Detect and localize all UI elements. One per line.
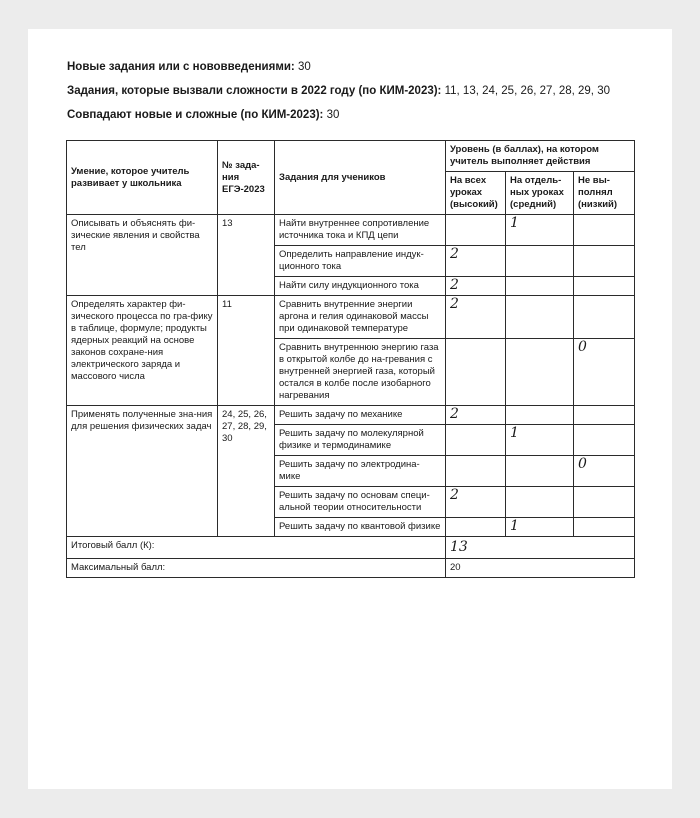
score-none-cell	[574, 296, 635, 339]
summary-match-line	[67, 108, 610, 122]
score-some-cell	[506, 296, 574, 339]
task-cell: Решить задачу по механике	[275, 406, 446, 425]
header-level-none: Не вы-полнял (низкий)	[574, 172, 635, 215]
score-some-cell	[506, 487, 574, 518]
score-all-cell	[446, 518, 506, 537]
task-cell: Найти силу индукционного тока	[275, 277, 446, 296]
score-none-cell	[574, 215, 635, 246]
score-all-cell: 2	[446, 406, 506, 425]
score-some-cell	[506, 277, 574, 296]
task-cell: Сравнить внутреннюю энергию газа в открытой колбе до на-гревания с внутренней энергией газа, который остался в колбе после изобарного нагревания	[275, 339, 446, 406]
table-row	[67, 406, 635, 425]
score-all-cell	[446, 456, 506, 487]
task-cell: Решить задачу по основам специ-альной теории относительности	[275, 487, 446, 518]
score-some-cell	[506, 406, 574, 425]
score-none-cell: 0	[574, 339, 635, 406]
total-value	[446, 537, 635, 559]
summary-hard-value: 11, 13, 24, 25, 26, 27, 28, 29, 30	[444, 85, 610, 97]
header-skill: Умение, которое учитель развивает у школьника	[67, 141, 218, 215]
score-none-cell	[574, 425, 635, 456]
score-all-cell: 2	[446, 246, 506, 277]
table-row	[67, 296, 635, 339]
summary-hard-label: Задания, которые вызвали сложности в 2022 году (по КИМ-2023):	[67, 85, 442, 97]
header-number: № зада- ния ЕГЭ-2023	[218, 141, 275, 215]
summary-match-value: 30	[326, 109, 340, 121]
summary-hard-line	[67, 84, 610, 98]
table-row	[67, 215, 635, 246]
skills-table	[66, 140, 635, 578]
task-cell: Решить задачу по молекулярной физике и термодинамике	[275, 425, 446, 456]
score-all-cell	[446, 425, 506, 456]
skill-cell: Описывать и объяснять фи-зические явления и свойства тел	[67, 215, 218, 296]
summary-new-value: 30	[297, 61, 311, 73]
score-none-cell	[574, 518, 635, 537]
summary-match-label: Совпадают новые и сложные (по КИМ-2023):	[67, 109, 324, 121]
total-row	[67, 537, 635, 559]
max-row	[67, 559, 635, 578]
score-some-cell: 1	[506, 425, 574, 456]
score-all-cell: 2	[446, 296, 506, 339]
summary-block	[67, 60, 610, 132]
header-level-some: На отдель-ных уроках (средний)	[506, 172, 574, 215]
score-all-cell	[446, 339, 506, 406]
score-none-cell	[574, 246, 635, 277]
score-some-cell: 1	[506, 215, 574, 246]
task-cell: Сравнить внутренние энергии аргона и гелия одинаковой массы при одинаковой температуре	[275, 296, 446, 339]
header-level-all: На всех уроках (высокий)	[446, 172, 506, 215]
header-task: Задания для учеников	[275, 141, 446, 215]
score-none-cell	[574, 406, 635, 425]
total-value-text: 13	[450, 539, 468, 555]
task-number-cell: 24, 25, 26, 27, 28, 29, 30	[218, 406, 275, 537]
score-none-cell: 0	[574, 456, 635, 487]
task-cell: Решить задачу по электродина-мике	[275, 456, 446, 487]
task-number-cell: 13	[218, 215, 275, 296]
score-some-cell: 1	[506, 518, 574, 537]
task-number-cell: 11	[218, 296, 275, 406]
score-none-cell	[574, 487, 635, 518]
score-some-cell	[506, 246, 574, 277]
summary-new-label: Новые задания или с нововведениями:	[67, 61, 295, 73]
document-page	[28, 29, 672, 789]
skill-cell: Определять характер фи-зического процесса по гра-фику в таблице, формуле; продукты ядерных реакций на основе законов сохране-ния электрического заряда и массового числа	[67, 296, 218, 406]
header-row	[67, 141, 635, 172]
score-some-cell	[506, 456, 574, 487]
task-cell: Определить направление индук-ционного тока	[275, 246, 446, 277]
score-all-cell: 2	[446, 277, 506, 296]
score-all-cell	[446, 215, 506, 246]
task-cell: Решить задачу по квантовой физике	[275, 518, 446, 537]
score-all-cell: 2	[446, 487, 506, 518]
max-value: 20	[446, 559, 635, 578]
summary-new-line	[67, 60, 610, 74]
skill-cell: Применять полученные зна-ния для решения физических задач	[67, 406, 218, 537]
total-label: Итоговый балл (К):	[67, 537, 446, 559]
header-level: Уровень (в баллах), на котором учитель выполняет действия	[446, 141, 635, 172]
score-some-cell	[506, 339, 574, 406]
score-none-cell	[574, 277, 635, 296]
task-cell: Найти внутреннее сопротивление источника тока и КПД цепи	[275, 215, 446, 246]
max-label: Максимальный балл:	[67, 559, 446, 578]
